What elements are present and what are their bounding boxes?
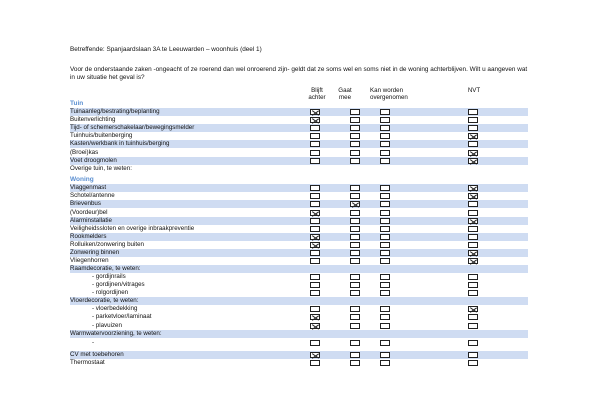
checklist-row <box>70 289 528 297</box>
checkbox-nvt[interactable] <box>468 234 478 240</box>
checkbox-nvt[interactable] <box>468 150 478 156</box>
checkbox-gaat-mee[interactable] <box>350 306 360 312</box>
checkbox-blijft-achter[interactable] <box>310 185 320 191</box>
row-label: Rolluiken/zonwering buiten <box>70 241 144 248</box>
checkbox-gaat-mee[interactable] <box>350 117 360 123</box>
checkbox-gaat-mee[interactable] <box>350 360 360 366</box>
checkbox-blijft-achter[interactable] <box>310 250 320 256</box>
intro-paragraph: Voor de onderstaande zaken -ongeacht of ze roerend dan wel onroerend zijn- geldt dat ze soms wel en soms niet in de woning achterblijven. Wilt u aangeven wat in uw situatie het geval is? <box>70 66 528 82</box>
row-label: Vlaggenmast <box>70 184 107 191</box>
column-header-nvt: NVT <box>467 87 481 94</box>
checkbox-nvt[interactable] <box>468 185 478 191</box>
checkbox-blijft-achter[interactable] <box>310 274 320 280</box>
checkbox-blijft-achter[interactable] <box>310 258 320 264</box>
checkbox-blijft-achter[interactable] <box>310 323 320 329</box>
checkbox-overgenomen[interactable] <box>380 109 390 115</box>
checkbox-nvt[interactable] <box>468 201 478 207</box>
checklist-row <box>70 297 528 305</box>
checkbox-gaat-mee[interactable] <box>350 201 360 207</box>
checkbox-overgenomen[interactable] <box>380 141 390 147</box>
checkbox-gaat-mee[interactable] <box>350 282 360 288</box>
checkbox-blijft-achter[interactable] <box>310 352 320 358</box>
checklist-row <box>70 351 528 359</box>
row-label: - <box>92 339 95 346</box>
checklist-row <box>70 200 528 208</box>
checkbox-overgenomen[interactable] <box>380 242 390 248</box>
checkbox-blijft-achter[interactable] <box>310 133 320 139</box>
checkbox-gaat-mee[interactable] <box>350 314 360 320</box>
row-label: - parketvloer/laminaat <box>92 313 152 320</box>
row-label: - rolgordijnen <box>92 289 129 296</box>
checkbox-gaat-mee[interactable] <box>350 226 360 232</box>
checkbox-blijft-achter[interactable] <box>310 150 320 156</box>
row-label: Vloerdecoratie, te weten: <box>70 297 139 304</box>
row-label: Brievenbus <box>70 200 101 207</box>
checkbox-nvt[interactable] <box>468 125 478 131</box>
checklist-row <box>70 157 528 165</box>
row-label: CV met toebehoren <box>70 351 124 358</box>
checkbox-nvt[interactable] <box>468 250 478 256</box>
checkbox-overgenomen[interactable] <box>380 306 390 312</box>
checklist-row <box>70 140 528 148</box>
row-label: Veiligheidssloten en overige inbraakpreventie <box>70 225 195 232</box>
checkbox-overgenomen[interactable] <box>380 290 390 296</box>
checkbox-nvt[interactable] <box>468 117 478 123</box>
row-label: Tuinaanleg/bestrating/beplanting <box>70 108 160 115</box>
checkbox-blijft-achter[interactable] <box>310 360 320 366</box>
column-header-gaat-mee: Gaat mee <box>338 87 352 101</box>
checklist-row <box>70 330 528 338</box>
checklist-row <box>70 339 528 347</box>
row-label: Voet droogmolen <box>70 157 117 164</box>
checkbox-overgenomen[interactable] <box>380 201 390 207</box>
checklist-row <box>70 359 528 367</box>
checklist-row <box>70 249 528 257</box>
checkbox-overgenomen[interactable] <box>380 117 390 123</box>
checkbox-overgenomen[interactable] <box>380 125 390 131</box>
checkbox-overgenomen[interactable] <box>380 234 390 240</box>
checkbox-blijft-achter[interactable] <box>310 242 320 248</box>
row-label: Vliegenhorren <box>70 257 109 264</box>
checkbox-blijft-achter[interactable] <box>310 125 320 131</box>
checkbox-gaat-mee[interactable] <box>350 210 360 216</box>
checkbox-nvt[interactable] <box>468 340 478 346</box>
checklist-row <box>70 184 528 192</box>
checkbox-nvt[interactable] <box>468 282 478 288</box>
checklist-row <box>70 265 528 273</box>
checklist-row <box>70 313 528 321</box>
checkbox-gaat-mee[interactable] <box>350 352 360 358</box>
checklist-row <box>70 305 528 313</box>
checkbox-gaat-mee[interactable] <box>350 234 360 240</box>
checkbox-gaat-mee[interactable] <box>350 109 360 115</box>
checkbox-overgenomen[interactable] <box>380 226 390 232</box>
row-label: Tuinhuis/buitenberging <box>70 132 133 139</box>
checkbox-overgenomen[interactable] <box>380 158 390 164</box>
checkbox-gaat-mee[interactable] <box>350 185 360 191</box>
checkbox-gaat-mee[interactable] <box>350 250 360 256</box>
checklist-row <box>70 233 528 241</box>
checkbox-nvt[interactable] <box>468 158 478 164</box>
row-label: Thermostaat <box>70 359 105 366</box>
checkbox-nvt[interactable] <box>468 218 478 224</box>
checkbox-gaat-mee[interactable] <box>350 193 360 199</box>
checklist-row <box>70 165 528 173</box>
checkbox-gaat-mee[interactable] <box>350 150 360 156</box>
row-label: (Voordeur)bel <box>70 209 108 216</box>
checkbox-overgenomen[interactable] <box>380 133 390 139</box>
checkbox-overgenomen[interactable] <box>380 210 390 216</box>
checkbox-overgenomen[interactable] <box>380 314 390 320</box>
checkbox-gaat-mee[interactable] <box>350 242 360 248</box>
checkbox-overgenomen[interactable] <box>380 340 390 346</box>
checkbox-gaat-mee[interactable] <box>350 340 360 346</box>
checklist-row <box>70 241 528 249</box>
checkbox-blijft-achter[interactable] <box>310 306 320 312</box>
checkbox-blijft-achter[interactable] <box>310 158 320 164</box>
checkbox-nvt[interactable] <box>468 314 478 320</box>
checklist-row <box>70 217 528 225</box>
checkbox-nvt[interactable] <box>468 360 478 366</box>
checkbox-nvt[interactable] <box>468 352 478 358</box>
checkbox-overgenomen[interactable] <box>380 258 390 264</box>
checkbox-nvt[interactable] <box>468 290 478 296</box>
row-label: - gordijnen/vitrages <box>92 281 145 288</box>
checkbox-blijft-achter[interactable] <box>310 290 320 296</box>
checkbox-blijft-achter[interactable] <box>310 226 320 232</box>
row-label: Alarminstallatie <box>70 217 112 224</box>
checklist-row <box>70 225 528 233</box>
checkbox-overgenomen[interactable] <box>380 360 390 366</box>
row-label: Warmwatervoorziening, te weten: <box>70 330 162 337</box>
checkbox-nvt[interactable] <box>468 323 478 329</box>
checkbox-gaat-mee[interactable] <box>350 290 360 296</box>
checklist-row <box>70 209 528 217</box>
checkbox-overgenomen[interactable] <box>380 250 390 256</box>
checklist-row <box>70 281 528 289</box>
checklist-row <box>70 124 528 132</box>
checkbox-blijft-achter[interactable] <box>310 234 320 240</box>
checkbox-nvt[interactable] <box>468 133 478 139</box>
checkbox-overgenomen[interactable] <box>380 323 390 329</box>
checkbox-gaat-mee[interactable] <box>350 274 360 280</box>
checklist-row <box>70 322 528 330</box>
checkbox-nvt[interactable] <box>468 210 478 216</box>
checklist-row <box>70 116 528 124</box>
checkbox-gaat-mee[interactable] <box>350 323 360 329</box>
checklist-row <box>70 132 528 140</box>
checkbox-gaat-mee[interactable] <box>350 218 360 224</box>
checkbox-blijft-achter[interactable] <box>310 218 320 224</box>
row-label: - plavuizen <box>92 322 122 329</box>
checkbox-nvt[interactable] <box>468 306 478 312</box>
checkbox-gaat-mee[interactable] <box>350 133 360 139</box>
row-label: - vloerbedekking <box>92 305 138 312</box>
checkbox-nvt[interactable] <box>468 274 478 280</box>
column-header-overgenomen: Kan worden overgenomen <box>370 87 408 101</box>
checklist-row <box>70 273 528 281</box>
checkbox-gaat-mee[interactable] <box>350 158 360 164</box>
checkbox-overgenomen[interactable] <box>380 193 390 199</box>
checkbox-nvt[interactable] <box>468 226 478 232</box>
checkbox-nvt[interactable] <box>468 141 478 147</box>
row-label: Raamdecoratie, te weten: <box>70 265 141 272</box>
row-label: Schotel/antenne <box>70 192 115 199</box>
checkbox-blijft-achter[interactable] <box>310 141 320 147</box>
row-label: Overige tuin, te weten: <box>70 165 132 172</box>
checkbox-blijft-achter[interactable] <box>310 201 320 207</box>
checkbox-blijft-achter[interactable] <box>310 117 320 123</box>
checklist-row <box>70 257 528 265</box>
checkbox-nvt[interactable] <box>468 258 478 264</box>
checkbox-overgenomen[interactable] <box>380 218 390 224</box>
row-label: - gordijnrails <box>92 273 126 280</box>
checkbox-overgenomen[interactable] <box>380 274 390 280</box>
checkbox-gaat-mee[interactable] <box>350 141 360 147</box>
checkbox-overgenomen[interactable] <box>380 185 390 191</box>
checkbox-blijft-achter[interactable] <box>310 340 320 346</box>
checkbox-blijft-achter[interactable] <box>310 282 320 288</box>
checkbox-blijft-achter[interactable] <box>310 193 320 199</box>
checkbox-overgenomen[interactable] <box>380 150 390 156</box>
checkbox-gaat-mee[interactable] <box>350 258 360 264</box>
checkbox-blijft-achter[interactable] <box>310 210 320 216</box>
section-heading-tuin: Tuin <box>70 100 84 107</box>
checklist-row <box>70 149 528 157</box>
column-header-blijft-achter: Blijft achter <box>308 87 326 101</box>
checklist-row <box>70 108 528 116</box>
checkbox-nvt[interactable] <box>468 242 478 248</box>
subject-line: Betreffende: Spanjaardslaan 3A te Leeuwarden – woonhuis (deel 1) <box>70 46 262 53</box>
row-label: (Broei)kas <box>70 149 99 156</box>
row-label: Buitenverlichting <box>70 116 116 123</box>
checkbox-nvt[interactable] <box>468 109 478 115</box>
checkbox-blijft-achter[interactable] <box>310 314 320 320</box>
checkbox-nvt[interactable] <box>468 193 478 199</box>
row-label: Zonwering binnen <box>70 249 120 256</box>
section-heading-woning: Woning <box>70 176 94 183</box>
checkbox-overgenomen[interactable] <box>380 352 390 358</box>
checkbox-overgenomen[interactable] <box>380 282 390 288</box>
checklist-row <box>70 192 528 200</box>
row-label: Rookmelders <box>70 233 107 240</box>
row-label: Kasten/werkbank in tuinhuis/berging <box>70 140 170 147</box>
checkbox-gaat-mee[interactable] <box>350 125 360 131</box>
checkbox-blijft-achter[interactable] <box>310 109 320 115</box>
row-label: Tijd- of schemerschakelaar/bewegingsmelder <box>70 124 195 131</box>
